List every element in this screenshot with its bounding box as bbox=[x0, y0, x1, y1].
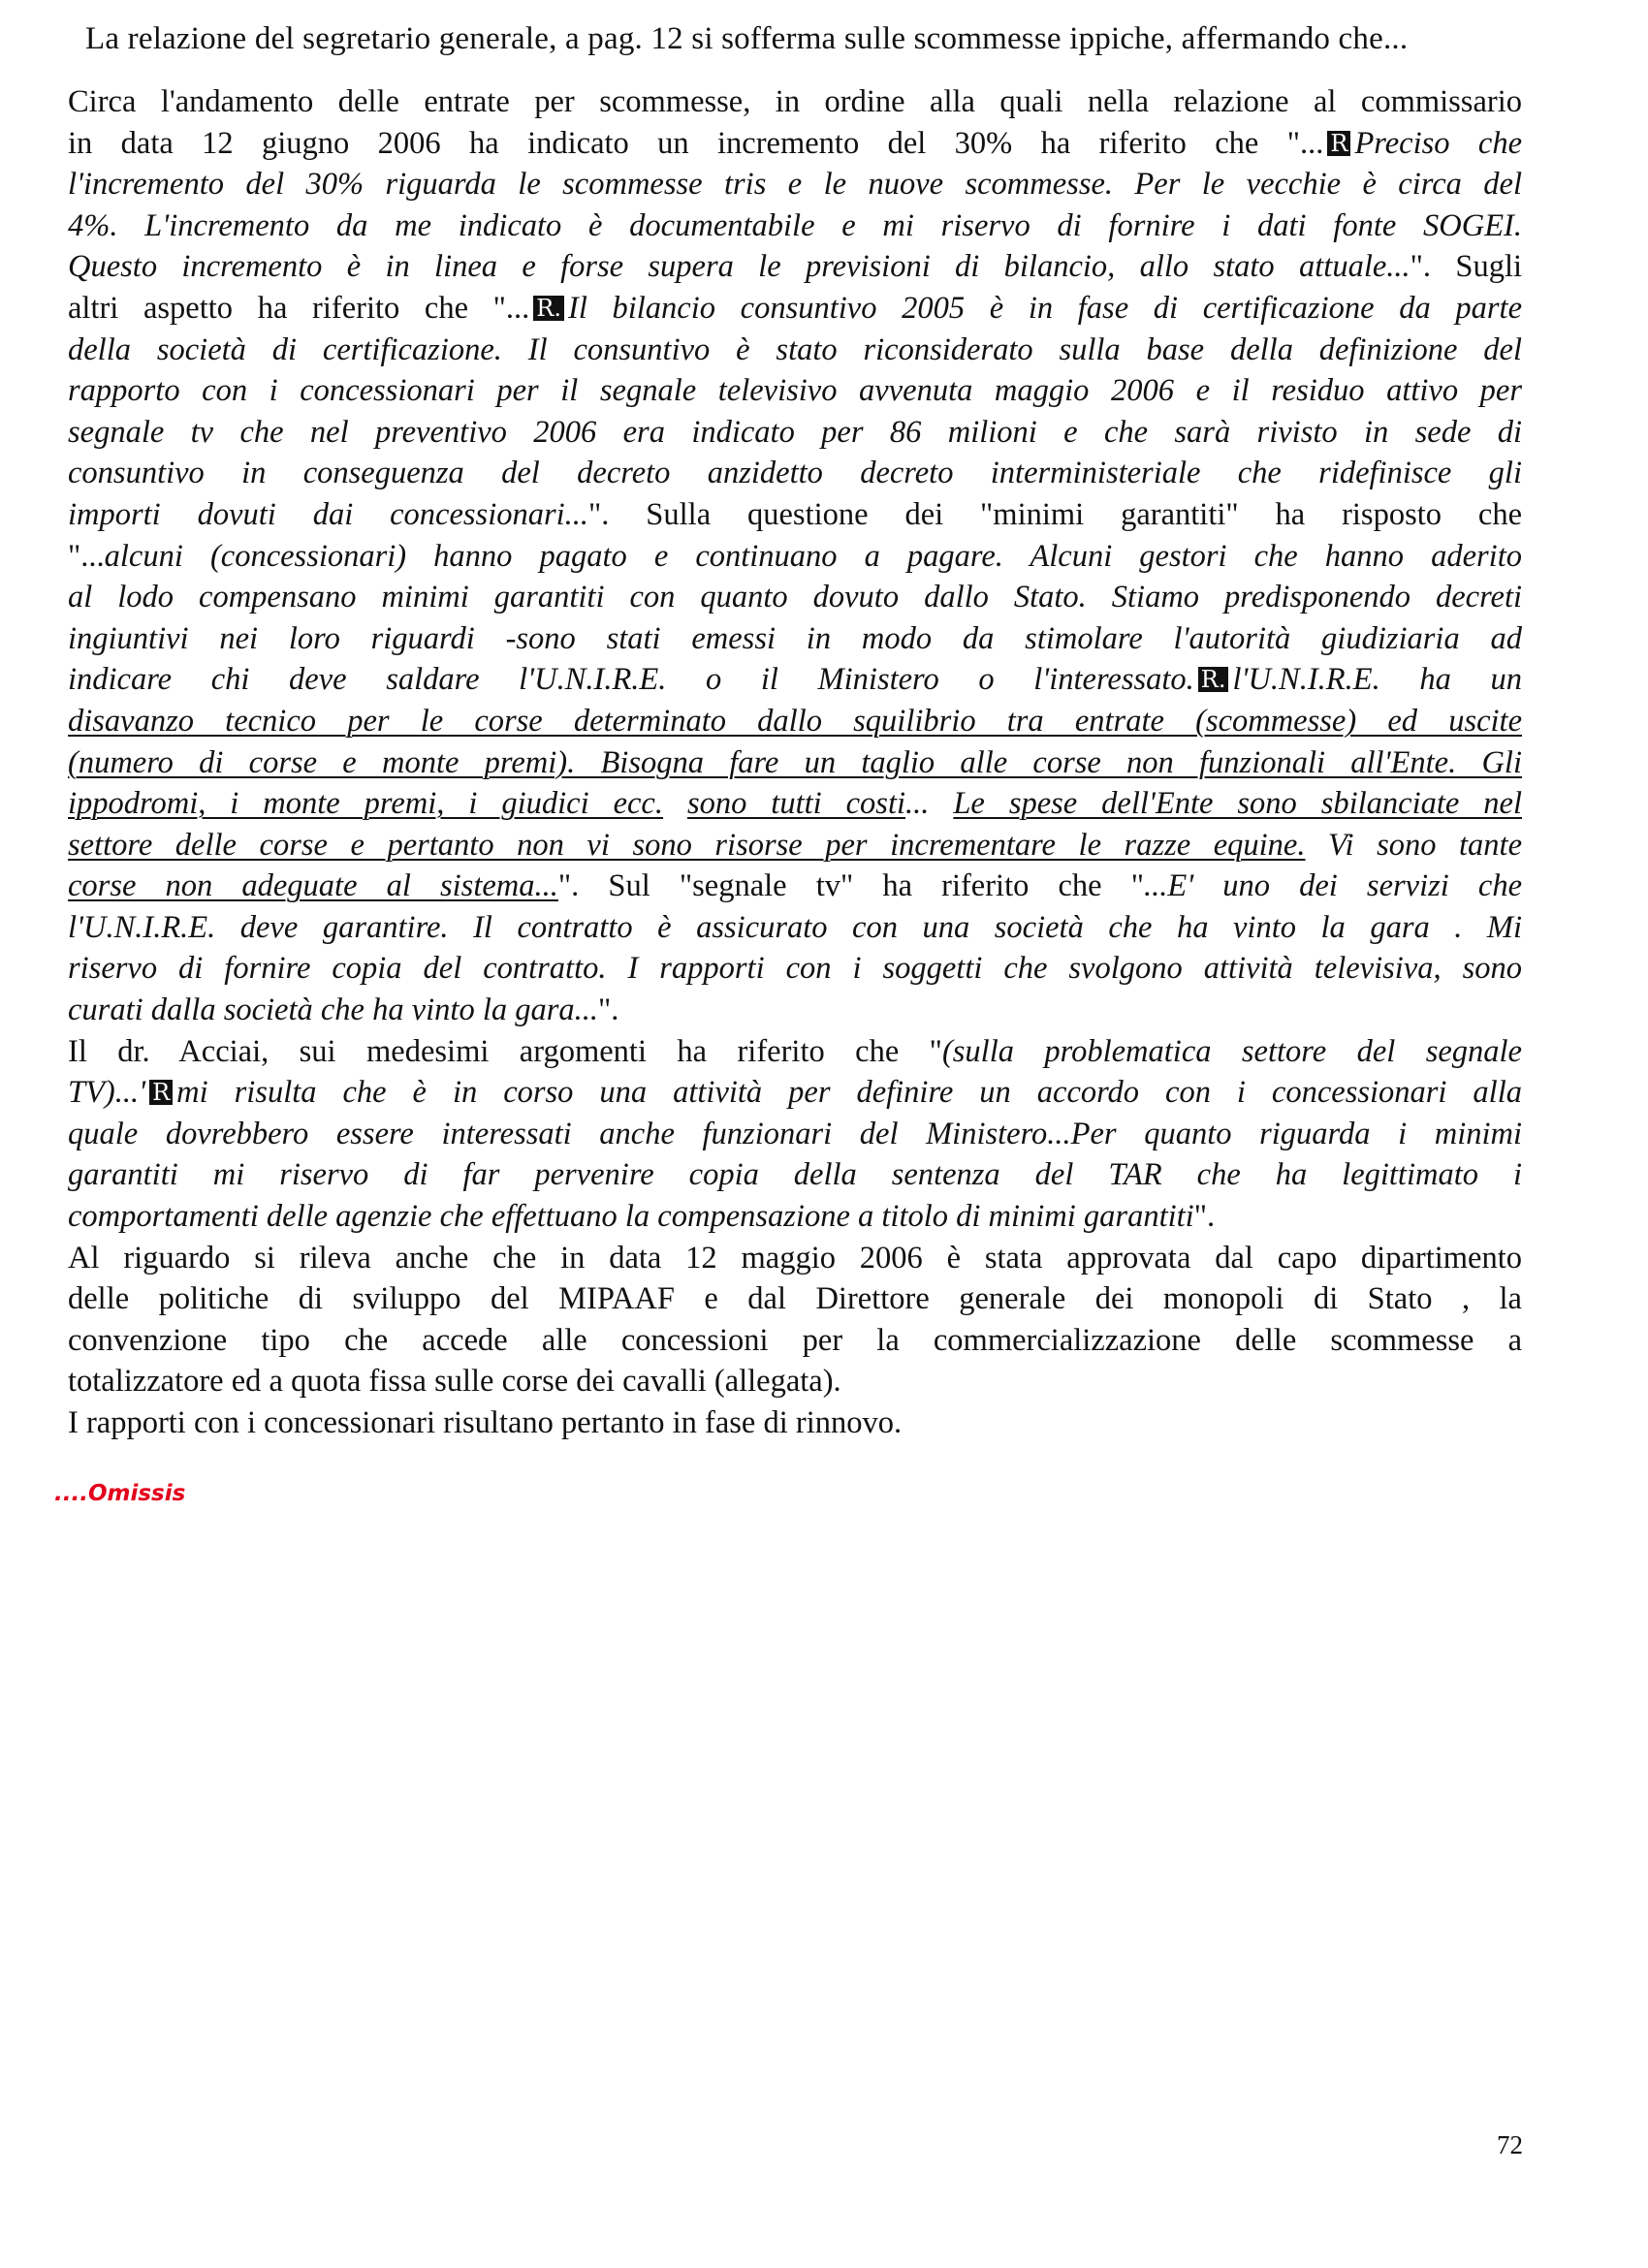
text-line: Questo incremento è in linea e forse supera le previsioni di bilancio, allo stato attuale...". Sugli bbox=[68, 249, 1522, 285]
text-line: settore delle corse e pertanto non vi sono risorse per incrementare le razze equine. Vi sono tante bbox=[68, 827, 1522, 863]
text-line: riservo di fornire copia del contratto. I rapporti con i soggetti che svolgono attività televisiva, sono bbox=[68, 951, 1522, 987]
text-line: garantiti mi riservo di far pervenire copia della sentenza del TAR che ha legittimato i bbox=[68, 1157, 1522, 1193]
text-line: ippodromi, i monte premi, i giudici ecc. sono tutti costi... Le spese dell'Ente sono sbilanciate nel bbox=[68, 786, 1522, 822]
text-line: disavanzo tecnico per le corse determinato dallo squilibrio tra entrate (scommesse) ed uscite bbox=[68, 703, 1522, 739]
text-line: delle politiche di sviluppo del MIPAAF e dal Direttore generale dei monopoli di Stato , la bbox=[68, 1281, 1522, 1317]
heading-line: La relazione del segretario generale, a pag. 12 si sofferma sulle scommesse ippiche, affermando che... bbox=[85, 21, 1409, 56]
text-line: in data 12 giugno 2006 ha indicato un incremento del 30% ha riferito che "... R Preciso che bbox=[68, 125, 1522, 161]
page-number: 72 bbox=[1497, 2130, 1523, 2159]
omissis-note: ....Omissis bbox=[54, 1481, 186, 1506]
text-line: comportamenti delle agenzie che effettuano la compensazione a titolo di minimi garantiti". bbox=[68, 1199, 1216, 1235]
text-line: rapporto con i concessionari per il segnale televisivo avvenuta maggio 2006 e il residuo attivo per bbox=[68, 373, 1522, 409]
text-line: Il dr. Acciai, sui medesimi argomenti ha riferito che "(sulla problematica settore del segnale bbox=[68, 1033, 1522, 1069]
text-line: della società di certificazione. Il consuntivo è stato riconsiderato sulla base della definizione del bbox=[68, 331, 1522, 367]
text-line: I rapporti con i concessionari risultano pertanto in fase di rinnovo. bbox=[68, 1405, 903, 1440]
text-line: al lodo compensano minimi garantiti con quanto dovuto dallo Stato. Stiamo predisponendo decreti bbox=[68, 580, 1522, 615]
text-line: corse non adeguate al sistema...". Sul "segnale tv" ha riferito che "...E' uno dei servizi che bbox=[68, 868, 1522, 904]
redaction-mark-icon: R bbox=[1327, 131, 1350, 156]
redaction-mark-icon: R. bbox=[533, 296, 564, 321]
text-line: indicare chi deve saldare l'U.N.I.R.E. o il Ministero o l'interessato. R. l'U.N.I.R.E. ha un bbox=[68, 662, 1522, 698]
redaction-mark-icon: R. bbox=[1198, 667, 1229, 692]
text-line: importi dovuti dai concessionari...". Sulla questione dei "minimi garantiti" ha risposto che bbox=[68, 496, 1522, 532]
text-line: Circa l'andamento delle entrate per scommesse, in ordine alla quali nella relazione al commissario bbox=[68, 84, 1522, 119]
text-line: curati dalla società che ha vinto la gara...". bbox=[68, 992, 619, 1028]
redaction-mark-icon: R bbox=[149, 1080, 173, 1105]
text-line: totalizzatore ed a quota fissa sulle corse dei cavalli (allegata). bbox=[68, 1364, 841, 1400]
text-line: Al riguardo si rileva anche che in data 12 maggio 2006 è stata approvata dal capo dipartimento bbox=[68, 1240, 1522, 1276]
text-line: l'incremento del 30% riguarda le scommesse tris e le nuove scommesse. Per le vecchie è circa del bbox=[68, 167, 1522, 203]
text-line: quale dovrebbero essere interessati anche funzionari del Ministero...Per quanto riguarda i minimi bbox=[68, 1116, 1522, 1151]
text-line: "...alcuni (concessionari) hanno pagato e continuano a pagare. Alcuni gestori che hanno aderito bbox=[68, 538, 1522, 574]
text-line: 4%. L'incremento da me indicato è documentabile e mi riservo di fornire i dati fonte SOGEI. bbox=[68, 207, 1522, 243]
text-line: segnale tv che nel preventivo 2006 era indicato per 86 milioni e che sarà rivisto in sede di bbox=[68, 414, 1522, 450]
text-line: altri aspetto ha riferito che "... R. Il bilancio consuntivo 2005 è in fase di certificazione da parte bbox=[68, 290, 1522, 326]
text-line: convenzione tipo che accede alle concessioni per la commercializzazione delle scommesse a bbox=[68, 1322, 1522, 1358]
report-body bbox=[68, 81, 1522, 1444]
text-line: l'U.N.I.R.E. deve garantire. Il contratto è assicurato con una società che ha vinto la gara . Mi bbox=[68, 909, 1522, 945]
text-line: (numero di corse e monte premi). Bisogna fare un taglio alle corse non funzionali all'Ente. Gli bbox=[68, 744, 1522, 780]
text-line: consuntivo in conseguenza del decreto anzidetto decreto interministeriale che ridefinisce gli bbox=[68, 456, 1522, 491]
text-line: ingiuntivi nei loro riguardi -sono stati emessi in modo da stimolare l'autorità giudiziaria ad bbox=[68, 620, 1522, 656]
text-line: TV)...' R mi risulta che è in corso una attività per definire un accordo con i concessionari alla bbox=[68, 1075, 1522, 1111]
